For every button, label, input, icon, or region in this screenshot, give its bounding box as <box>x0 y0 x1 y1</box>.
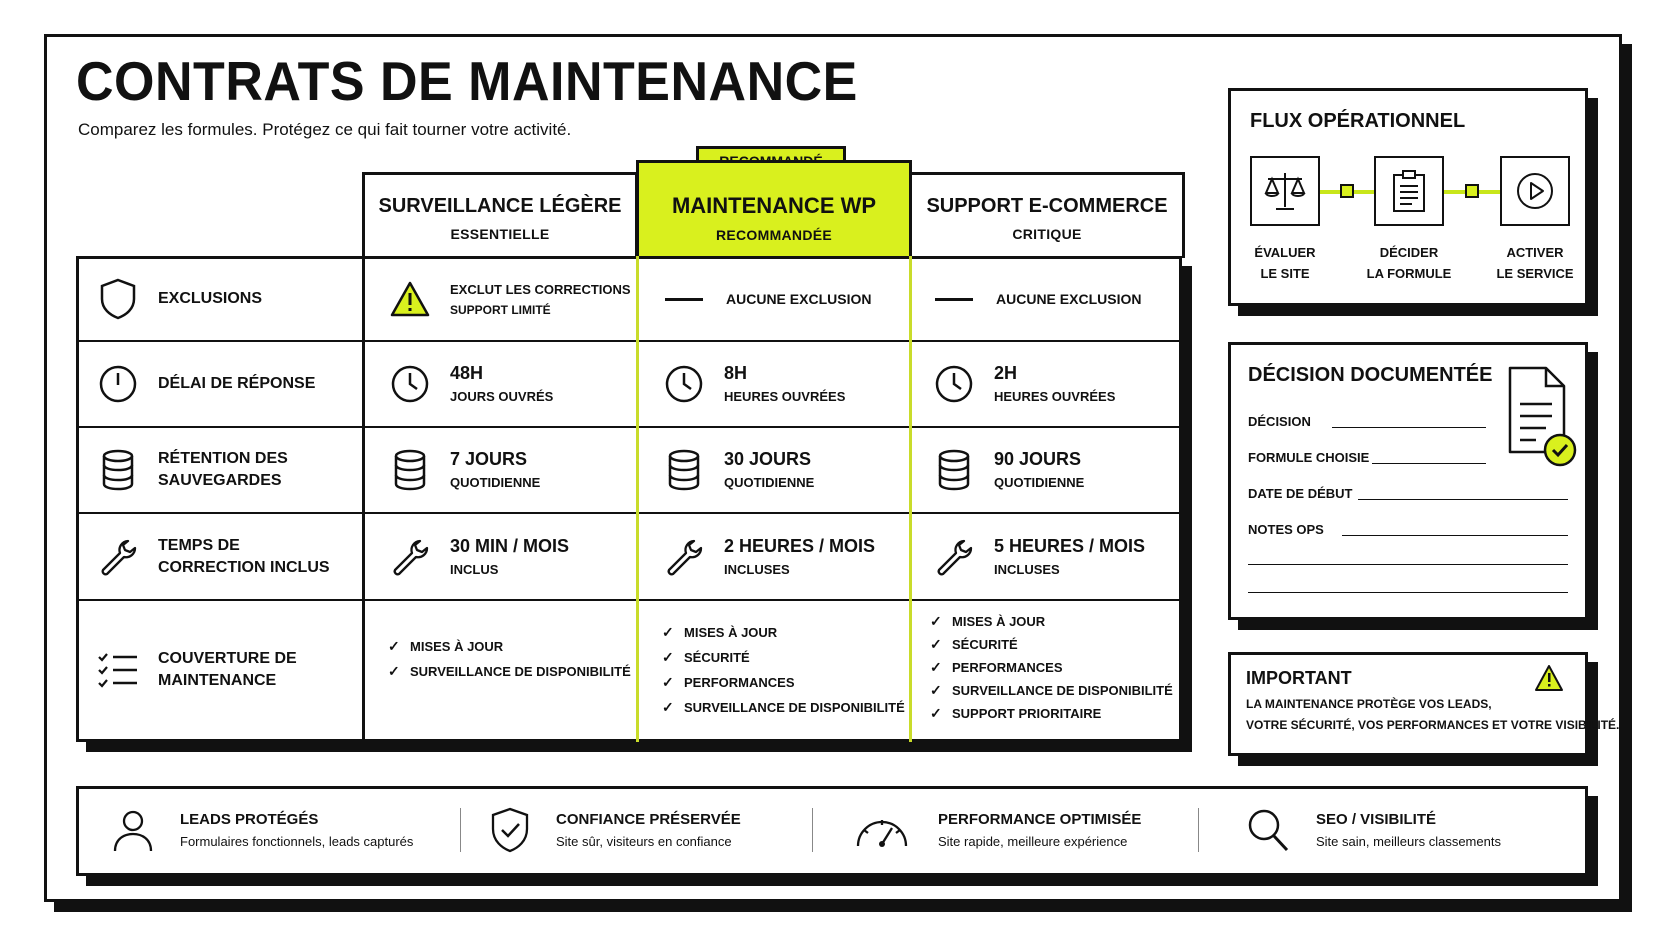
benefit-desc: Site sûr, visiteurs en confiance <box>556 834 732 849</box>
benefit-seo <box>1246 800 1501 860</box>
clock-icon <box>96 362 140 406</box>
check-icon: ✓ <box>930 613 942 629</box>
field-line[interactable] <box>1332 427 1486 428</box>
database-icon <box>932 448 976 492</box>
benefit-trust <box>488 800 741 860</box>
row-label-response <box>96 342 356 426</box>
database-icon <box>662 448 706 492</box>
row-label-coverage <box>96 601 356 739</box>
wrench-icon <box>388 535 432 579</box>
document-check-icon <box>1506 364 1586 473</box>
important-title: IMPORTANT <box>1246 668 1352 688</box>
checklist-light <box>388 634 631 684</box>
list-item: ✓ SURVEILLANCE DE DISPONIBILITÉ <box>662 695 905 720</box>
column-name: SUPPORT E-COMMERCE <box>926 195 1168 217</box>
checklist-wp <box>662 620 905 720</box>
list-item: ✓ SÉCURITÉ <box>930 633 1173 656</box>
gauge-icon <box>854 808 910 852</box>
cell-backups-light <box>388 428 638 512</box>
database-icon <box>96 448 140 492</box>
column-header-light <box>362 172 638 258</box>
column-tier: CRITIQUE <box>1012 226 1082 242</box>
cell-sub: HEURES OUVRÉES <box>994 389 1116 404</box>
database-icon <box>388 448 432 492</box>
row-label-fixtime <box>96 514 356 599</box>
row-label-backups <box>96 428 356 512</box>
cell-main: 2 HEURES / MOIS <box>724 535 876 556</box>
step-label: ÉVALUER LE SITE <box>1254 245 1316 281</box>
search-icon <box>1246 807 1290 853</box>
cell-backups-ecommerce <box>932 428 1172 512</box>
list-item: ✓ MISES À JOUR <box>388 634 631 659</box>
column-header-maintenance <box>636 160 912 258</box>
dash-icon <box>932 277 976 321</box>
check-icon: ✓ <box>930 659 942 675</box>
check-icon: ✓ <box>930 636 942 652</box>
step-label: DÉCIDER LA FORMULE <box>1366 245 1452 281</box>
flow-node <box>1340 184 1354 198</box>
clock-icon <box>388 362 432 406</box>
cell-sub: QUOTIDIENNE <box>450 475 541 490</box>
cell-main: AUCUNE EXCLUSION <box>996 291 1142 307</box>
cell-sub: HEURES OUVRÉES <box>724 389 846 404</box>
cell-sub: SUPPORT LIMITÉ <box>450 302 551 317</box>
cell-sub: JOURS OUVRÉS <box>450 389 554 404</box>
check-icon: ✓ <box>662 699 674 715</box>
col-divider <box>909 256 912 742</box>
cell-exclusions-ecommerce <box>932 258 1172 340</box>
cell-main: 5 HEURES / MOIS <box>994 535 1146 556</box>
notes-line[interactable] <box>1248 592 1568 593</box>
divider <box>812 808 813 852</box>
clock-icon <box>662 362 706 406</box>
list-item: ✓ SURVEILLANCE DE DISPONIBILITÉ <box>388 659 631 684</box>
step-activate <box>1500 156 1570 226</box>
cell-sub: QUOTIDIENNE <box>994 475 1085 490</box>
row-label: COUVERTURE DE MAINTENANCE <box>158 650 297 689</box>
decision-title: DÉCISION DOCUMENTÉE <box>1248 364 1493 386</box>
play-icon <box>1515 171 1555 211</box>
checklist-ecommerce <box>930 610 1173 725</box>
wrench-icon <box>96 535 140 579</box>
cell-main: 8H <box>724 363 748 383</box>
list-item: ✓ SÉCURITÉ <box>662 645 905 670</box>
cell-fixtime-light <box>388 514 638 599</box>
check-icon: ✓ <box>930 682 942 698</box>
cell-main: AUCUNE EXCLUSION <box>726 291 872 307</box>
list-item: ✓ SUPPORT PRIORITAIRE <box>930 702 1173 725</box>
cell-main: 2H <box>994 363 1018 383</box>
check-icon: ✓ <box>662 674 674 690</box>
benefit-title: LEADS PROTÉGÉS <box>180 811 319 828</box>
warning-icon <box>1534 664 1564 697</box>
list-item: ✓ PERFORMANCES <box>930 656 1173 679</box>
benefit-desc: Site sain, meilleurs classements <box>1316 834 1501 849</box>
cell-response-wp <box>662 342 902 426</box>
cell-main: 7 JOURS <box>450 449 528 469</box>
step-decide <box>1374 156 1444 226</box>
field-label: DÉCISION <box>1248 414 1311 429</box>
warning-icon <box>388 277 432 321</box>
check-icon: ✓ <box>388 638 400 654</box>
clipboard-icon <box>1390 169 1428 213</box>
check-icon: ✓ <box>388 663 400 679</box>
cell-main: 30 MIN / MOIS <box>450 535 570 556</box>
field-line[interactable] <box>1342 535 1568 536</box>
checklist-icon <box>96 648 140 692</box>
flux-title: FLUX OPÉRATIONNEL <box>1250 110 1466 132</box>
cell-response-ecommerce <box>932 342 1172 426</box>
cell-sub: INCLUSES <box>994 561 1060 577</box>
row-label: EXCLUSIONS <box>158 290 263 307</box>
row-label: RÉTENTION DES SAUVEGARDES <box>158 450 288 489</box>
cell-response-light <box>388 342 638 426</box>
cell-main: EXCLUT LES CORRECTIONS <box>450 281 631 297</box>
benefit-leads <box>110 800 413 860</box>
row-label-exclusions <box>96 258 356 340</box>
column-header-ecommerce <box>909 172 1185 258</box>
notes-line[interactable] <box>1248 564 1568 565</box>
important-text: LA MAINTENANCE PROTÈGE VOS LEADS, VOTRE SÉCURITÉ, VOS PERFORMANCES ET VOTRE VISIBILITÉ. <box>1246 697 1620 732</box>
cell-sub: INCLUSES <box>724 561 790 577</box>
list-item: ✓ SURVEILLANCE DE DISPONIBILITÉ <box>930 679 1173 702</box>
divider <box>1198 808 1199 852</box>
benefit-title: PERFORMANCE OPTIMISÉE <box>938 811 1142 828</box>
cell-sub: QUOTIDIENNE <box>724 475 815 490</box>
field-label: NOTES OPS <box>1248 522 1324 537</box>
column-tier: ESSENTIELLE <box>450 226 550 242</box>
step-evaluate <box>1250 156 1320 226</box>
check-icon: ✓ <box>662 624 674 640</box>
row-label: DÉLAI DE RÉPONSE <box>158 375 316 392</box>
column-name: MAINTENANCE WP <box>671 193 877 218</box>
check-icon: ✓ <box>662 649 674 665</box>
dash-icon <box>662 277 706 321</box>
wrench-icon <box>932 535 976 579</box>
cell-main: 90 JOURS <box>994 449 1082 469</box>
row-label: TEMPS DE CORRECTION INCLUS <box>158 536 330 576</box>
cell-main: 30 JOURS <box>724 449 812 469</box>
column-tier: RECOMMANDÉE <box>715 227 833 243</box>
field-line[interactable] <box>1358 499 1568 500</box>
check-icon: ✓ <box>930 705 942 721</box>
benefit-title: CONFIANCE PRÉSERVÉE <box>556 811 741 828</box>
cell-sub: INCLUS <box>450 561 499 577</box>
benefit-desc: Site rapide, meilleure expérience <box>938 834 1128 849</box>
clock-icon <box>932 362 976 406</box>
cell-backups-wp <box>662 428 902 512</box>
page-title: CONTRATS DE MAINTENANCE <box>76 51 858 113</box>
benefit-performance <box>854 800 1141 860</box>
step-label: ACTIVER LE SERVICE <box>1496 245 1574 281</box>
user-icon <box>110 807 156 853</box>
field-label: DATE DE DÉBUT <box>1248 486 1353 501</box>
benefit-title: SEO / VISIBILITÉ <box>1316 811 1437 828</box>
shield-check-icon <box>488 806 532 854</box>
page-subtitle: Comparez les formules. Protégez ce qui fait tourner votre activité. <box>78 120 572 139</box>
benefit-desc: Formulaires fonctionnels, leads capturés <box>180 834 414 849</box>
flow-node <box>1465 184 1479 198</box>
divider <box>460 808 461 852</box>
shield-icon <box>96 277 140 321</box>
field-line[interactable] <box>1372 463 1486 464</box>
cell-fixtime-ecommerce <box>932 514 1172 599</box>
col-divider <box>362 256 365 742</box>
list-item: ✓ MISES À JOUR <box>930 610 1173 633</box>
field-label: FORMULE CHOISIE <box>1248 450 1370 465</box>
cell-fixtime-wp <box>662 514 902 599</box>
cell-main: 48H <box>450 363 484 383</box>
list-item: ✓ PERFORMANCES <box>662 670 905 695</box>
column-name: SURVEILLANCE LÉGÈRE <box>378 195 622 217</box>
list-item: ✓ MISES À JOUR <box>662 620 905 645</box>
scales-icon <box>1262 169 1308 213</box>
cell-exclusions-wp <box>662 258 902 340</box>
cell-exclusions-light <box>388 258 638 340</box>
wrench-icon <box>662 535 706 579</box>
